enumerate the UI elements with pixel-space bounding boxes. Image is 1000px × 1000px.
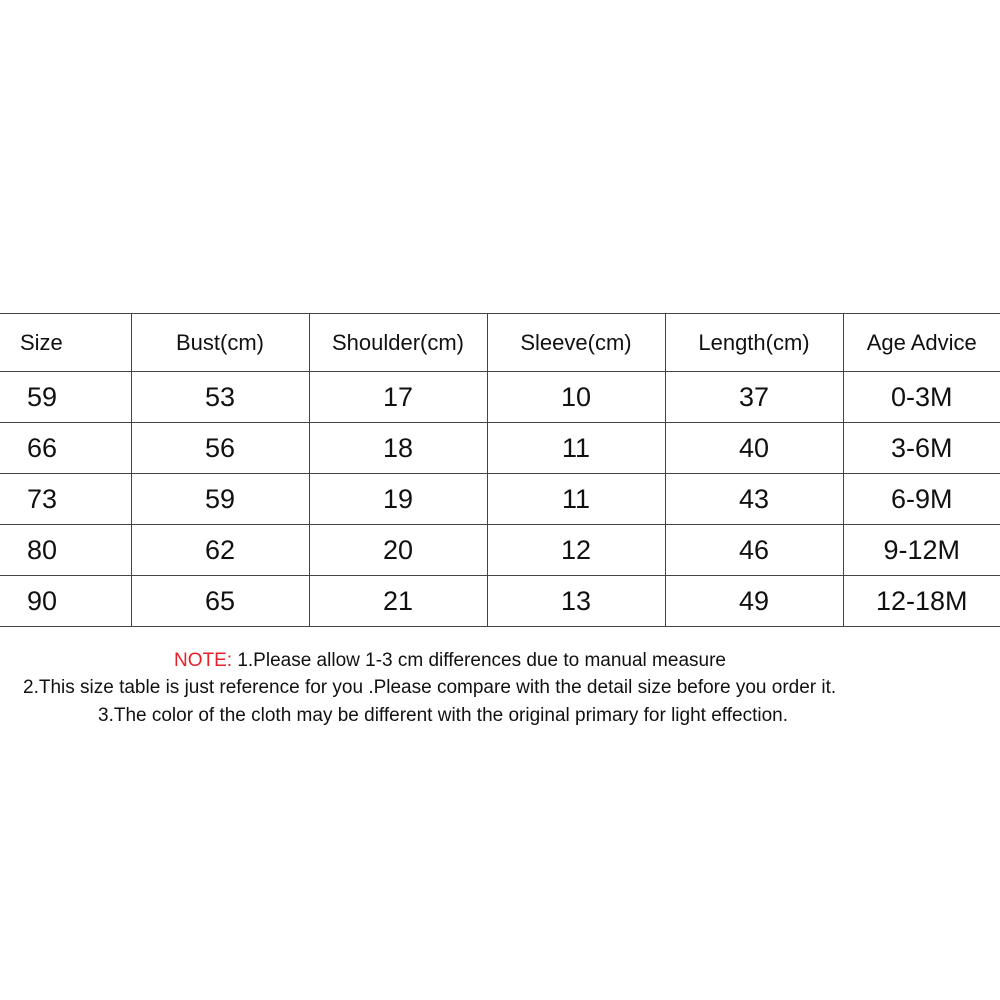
table-row [0,525,1000,576]
header-size: Size [0,314,131,372]
cell-sleeve: 13 [487,576,665,627]
cell-sleeve: 12 [487,525,665,576]
cell-length: 37 [665,372,843,423]
cell-age-advice: 0-3M [843,372,1000,423]
cell-bust: 56 [131,423,309,474]
cell-bust: 62 [131,525,309,576]
table-header-row [0,314,1000,372]
note-prefix: NOTE: [174,650,233,671]
table-row [0,423,1000,474]
cell-size: 80 [0,525,131,576]
header-sleeve: Sleeve(cm) [487,314,665,372]
table-row [0,372,1000,423]
cell-bust: 53 [131,372,309,423]
table-row [0,576,1000,627]
cell-length: 46 [665,525,843,576]
cell-age-advice: 9-12M [843,525,1000,576]
note-line-1 [174,647,726,675]
cell-shoulder: 18 [309,423,487,474]
size-chart-table [0,313,1000,627]
cell-bust: 65 [131,576,309,627]
note-text-1: 1.Please allow 1-3 cm differences due to manual measure [232,650,726,671]
cell-size: 59 [0,372,131,423]
cell-age-advice: 3-6M [843,423,1000,474]
cell-age-advice: 6-9M [843,474,1000,525]
cell-sleeve: 10 [487,372,665,423]
header-bust: Bust(cm) [131,314,309,372]
cell-sleeve: 11 [487,474,665,525]
cell-length: 49 [665,576,843,627]
cell-bust: 59 [131,474,309,525]
cell-shoulder: 17 [309,372,487,423]
cell-age-advice: 12-18M [843,576,1000,627]
cell-size: 73 [0,474,131,525]
note-line-3: 3.The color of the cloth may be different with the original primary for light effection. [98,705,788,726]
table-row [0,474,1000,525]
header-length: Length(cm) [665,314,843,372]
cell-length: 43 [665,474,843,525]
cell-sleeve: 11 [487,423,665,474]
header-age-advice: Age Advice [843,314,1000,372]
cell-shoulder: 21 [309,576,487,627]
note-line-2: 2.This size table is just reference for you .Please compare with the detail size before you order it. [23,677,837,698]
header-shoulder: Shoulder(cm) [309,314,487,372]
cell-shoulder: 19 [309,474,487,525]
cell-size: 90 [0,576,131,627]
cell-size: 66 [0,423,131,474]
cell-length: 40 [665,423,843,474]
cell-shoulder: 20 [309,525,487,576]
